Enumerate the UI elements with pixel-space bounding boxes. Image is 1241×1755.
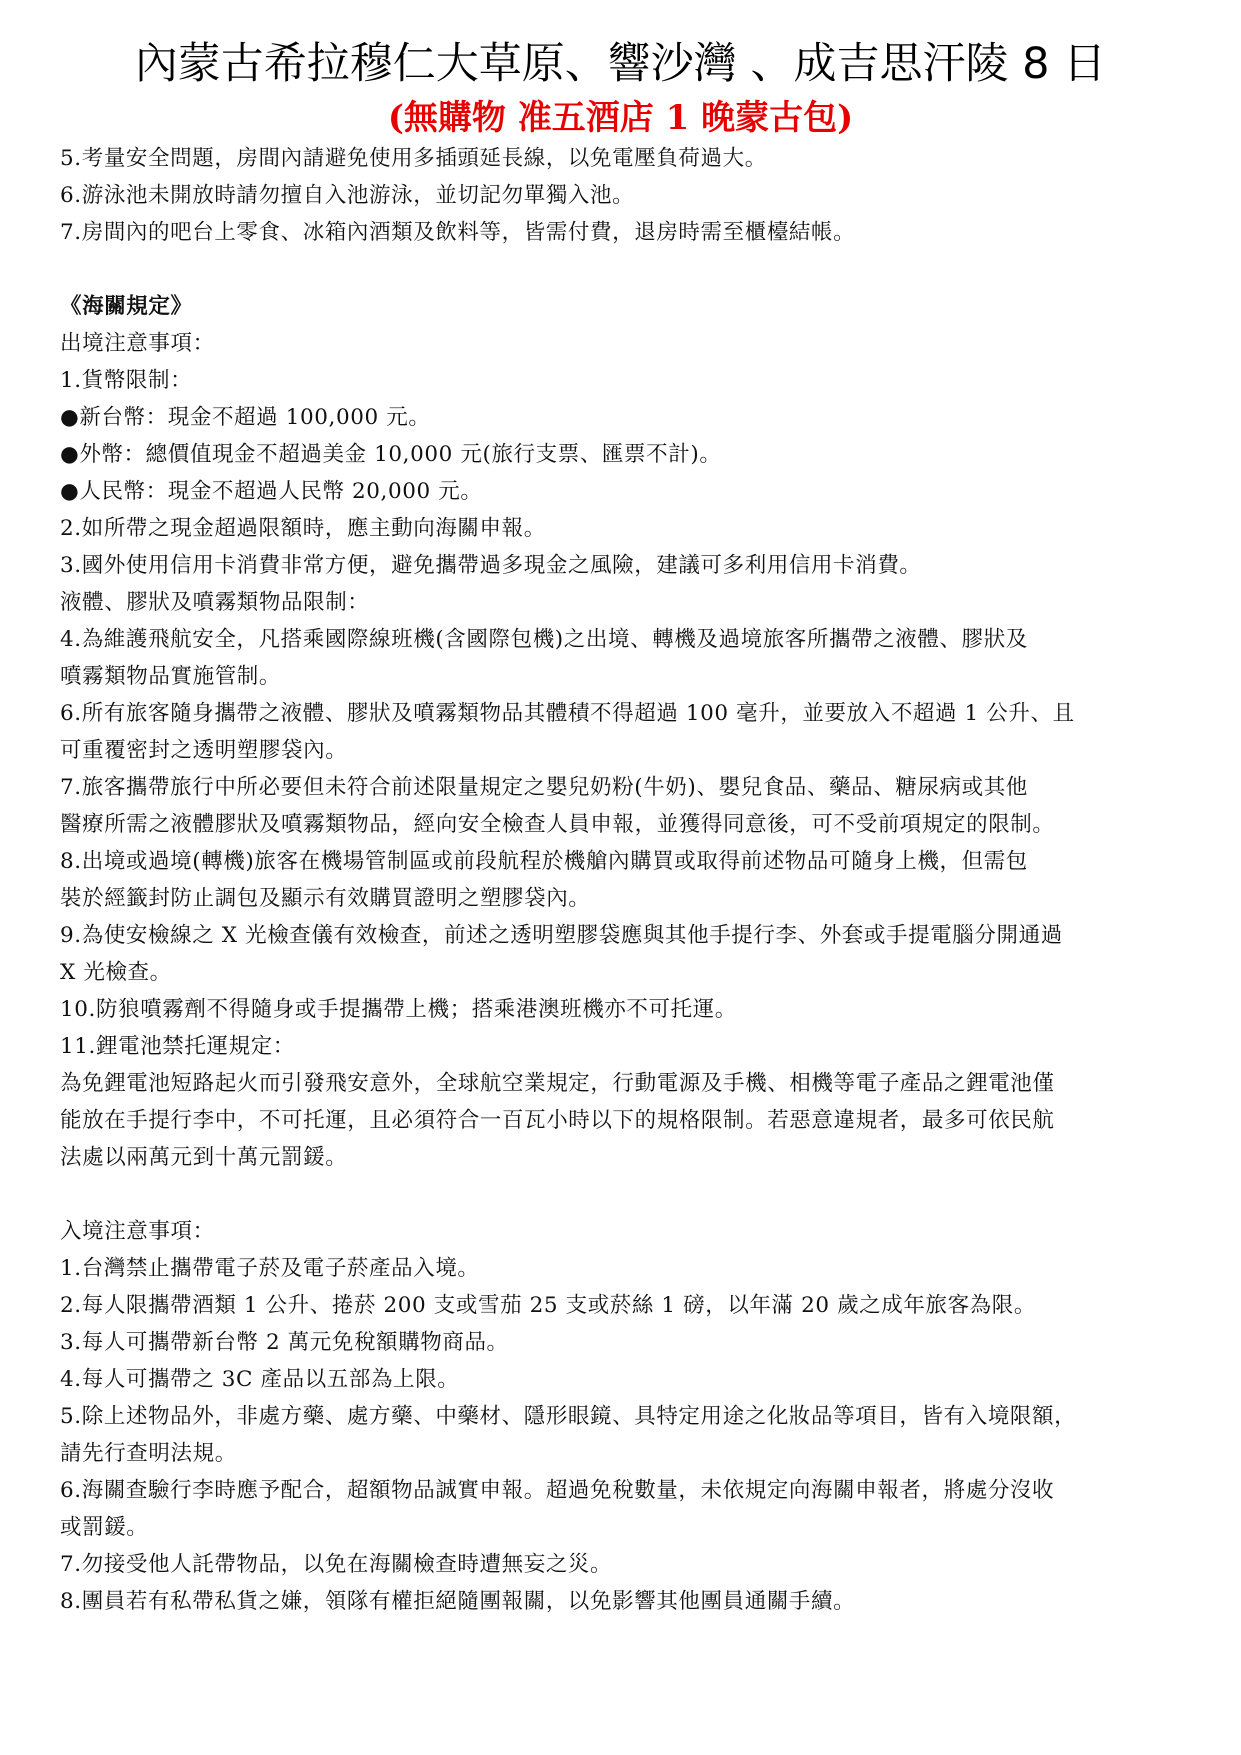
text-line: 法處以兩萬元到十萬元罰鍰。 (60, 1145, 348, 1170)
text-line: 10.防狼噴霧劑不得隨身或手提攜帶上機；搭乘港澳班機亦不可托運。 (60, 997, 737, 1022)
text-line: 3.國外使用信用卡消費非常方便，避免攜帶過多現金之風險，建議可多利用信用卡消費。 (60, 553, 922, 578)
document-subtitle: (無購物 准五酒店 1 晚蒙古包) (387, 98, 854, 138)
text-line: 6.游泳池未開放時請勿擅自入池游泳，並切記勿單獨入池。 (60, 183, 635, 208)
text-line: 7.旅客攜帶旅行中所必要但未符合前述限量規定之嬰兒奶粉(牛奶)、嬰兒食品、藥品、糖尿病或其他 (60, 775, 1028, 800)
text-line: 為免鋰電池短路起火而引發飛安意外，全球航空業規定，行動電源及手機、相機等電子產品之鋰電池僅 (60, 1071, 1055, 1096)
text-line: 1.台灣禁止攜帶電子菸及電子菸產品入境。 (60, 1256, 480, 1281)
text-line: 11.鋰電池禁托運規定： (60, 1034, 295, 1059)
text-line: 4.為維護飛航安全，凡搭乘國際線班機(含國際包機)之出境、轉機及過境旅客所攜帶之液體、膠狀及 (60, 627, 1028, 652)
text-line: ●外幣：總價值現金不超過美金 10,000 元(旅行支票、匯票不計)。 (60, 442, 722, 467)
text-line: 裝於經籤封防止調包及顯示有效購買證明之塑膠袋內。 (60, 886, 591, 911)
text-line: 6.海關查驗行李時應予配合，超額物品誠實申報。超過免稅數量，未依規定向海關申報者，將處分沒收 (60, 1478, 1055, 1503)
text-line: 3.每人可攜帶新台幣 2 萬元免稅額購物商品。 (60, 1330, 509, 1355)
text-line: 8.出境或過境(轉機)旅客在機場管制區或前段航程於機艙內購買或取得前述物品可隨身上機，但需包 (60, 849, 1028, 874)
text-line: 1.貨幣限制： (60, 368, 193, 393)
document-title: 內蒙古希拉穆仁大草原、響沙灣 、成吉思汗陵 8 日 (134, 39, 1107, 89)
text-line: 噴霧類物品實施管制。 (60, 664, 282, 689)
text-line: 可重覆密封之透明塑膠袋內。 (60, 738, 348, 763)
text-line: ●人民幣：現金不超過人民幣 20,000 元。 (60, 479, 483, 504)
text-line: 出境注意事項： (60, 331, 215, 356)
text-line: 入境注意事項： (60, 1219, 215, 1244)
text-line: 2.每人限攜帶酒類 1 公升、捲菸 200 支或雪茄 25 支或菸絲 1 磅，以年滿 20 歲之成年旅客為限。 (60, 1293, 1036, 1318)
text-line: ●新台幣：現金不超過 100,000 元。 (60, 405, 431, 430)
text-line: 6.所有旅客隨身攜帶之液體、膠狀及噴霧類物品其體積不得超過 100 毫升，並要放入不超過 1 公升、且 (60, 701, 1075, 726)
text-line: 7.勿接受他人託帶物品，以免在海關檢查時遭無妄之災。 (60, 1552, 613, 1577)
text-line: 5.考量安全問題，房間內請避免使用多插頭延長線，以免電壓負荷過大。 (60, 146, 767, 171)
text-line: 能放在手提行李中，不可托運，且必須符合一百瓦小時以下的規格限制。若惡意違規者，最多可依民航 (60, 1108, 1055, 1133)
text-line: 請先行查明法規。 (60, 1441, 237, 1466)
text-line: 5.除上述物品外，非處方藥、處方藥、中藥材、隱形眼鏡、具特定用途之化妝品等項目，皆有入境限額， (60, 1404, 1077, 1429)
text-line: 4.每人可攜帶之 3C 產品以五部為上限。 (60, 1367, 460, 1392)
text-line: 或罰鍰。 (60, 1515, 149, 1540)
text-line: 醫療所需之液體膠狀及噴霧類物品，經向安全檢查人員申報，並獲得同意後，可不受前項規定的限制。 (60, 812, 1055, 837)
text-line: X 光檢查。 (60, 960, 172, 985)
text-line: 《海關規定》 (60, 294, 193, 319)
document-body (60, 140, 1190, 1620)
text-line: 2.如所帶之現金超過限額時，應主動向海關申報。 (60, 516, 546, 541)
text-line: 7.房間內的吧台上零食、冰箱內酒類及飲料等，皆需付費，退房時需至櫃檯結帳。 (60, 220, 856, 245)
text-line: 9.為使安檢線之 X 光檢查儀有效檢查，前述之透明塑膠袋應與其他手提行李、外套或手提電腦分開通過 (60, 923, 1063, 948)
text-line: 液體、膠狀及噴霧類物品限制： (60, 590, 370, 615)
blank-line (60, 1176, 1190, 1213)
blank-line (60, 251, 1190, 288)
text-line: 8.團員若有私帶私貨之嫌，領隊有權拒絕隨團報關，以免影響其他團員通關手續。 (60, 1589, 856, 1614)
